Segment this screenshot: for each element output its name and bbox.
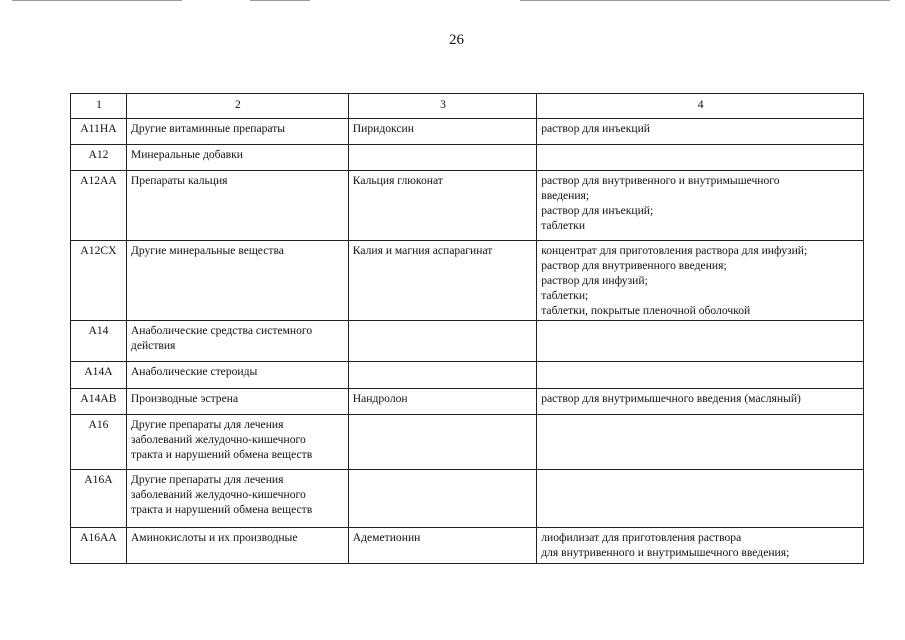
group-name-line: Производные эстрена xyxy=(130,392,239,405)
dosage-forms-cell xyxy=(537,528,864,564)
atc-code-cell: A14A xyxy=(71,362,127,389)
table-row xyxy=(71,470,864,528)
dosage-form-line: таблетки, покрытые пленочной оболочкой xyxy=(541,304,751,317)
table-row xyxy=(71,145,864,171)
atc-code-cell: A16A xyxy=(71,470,127,528)
group-name-line: заболеваний желудочно-кишечного xyxy=(130,488,306,501)
atc-code-cell: A12AA xyxy=(71,171,127,241)
dosage-form-line: раствор для инъекций; xyxy=(541,204,654,217)
drug-name-cell xyxy=(348,362,536,389)
dosage-forms-cell xyxy=(537,241,864,321)
dosage-forms-cell xyxy=(537,321,864,362)
table-row xyxy=(71,528,864,564)
group-name-line: Аминокислоты и их производные xyxy=(130,531,298,544)
dosage-form-line: таблетки xyxy=(541,219,586,232)
atc-code-cell: A11HA xyxy=(71,119,127,145)
group-name-line: Другие препараты для лечения xyxy=(130,473,284,486)
group-name-line: Другие витаминные препараты xyxy=(130,122,286,135)
scan-edge-line-mid xyxy=(250,0,310,1)
dosage-form-line: таблетки; xyxy=(541,289,589,302)
table-row xyxy=(71,389,864,415)
drug-name-cell xyxy=(348,145,536,171)
group-name-line: тракта и нарушений обмена веществ xyxy=(130,503,313,516)
page-number: 26 xyxy=(449,32,464,48)
dosage-form-line: лиофилизат для приготовления раствора xyxy=(541,531,742,544)
column-header-2: 2 xyxy=(126,94,348,119)
table-header-row xyxy=(71,94,864,119)
atc-code-cell: A12CX xyxy=(71,241,127,321)
dosage-form-line: раствор для инфузий; xyxy=(541,274,648,287)
scan-edge-line-left xyxy=(12,0,182,1)
group-name-cell xyxy=(126,321,348,362)
column-header-3: 3 xyxy=(348,94,536,119)
group-name-line: Другие минеральные вещества xyxy=(130,244,284,257)
atc-code-cell: A16AA xyxy=(71,528,127,564)
group-name-cell xyxy=(126,145,348,171)
dosage-form-line: раствор для внутривенного введения; xyxy=(541,259,727,272)
dosage-forms-cell xyxy=(537,145,864,171)
scan-edge-line-right xyxy=(520,0,890,1)
group-name-line: Анаболические стероиды xyxy=(130,365,258,378)
drug-name-cell: Кальция глюконат xyxy=(348,171,536,241)
table-row xyxy=(71,415,864,470)
dosage-form-line: введения; xyxy=(541,189,590,202)
atc-code-cell: A14 xyxy=(71,321,127,362)
dosage-forms-cell xyxy=(537,171,864,241)
dosage-forms-cell xyxy=(537,119,864,145)
atc-code-cell: A16 xyxy=(71,415,127,470)
drug-name-cell xyxy=(348,321,536,362)
table-row xyxy=(71,362,864,389)
drug-name-cell: Пиридоксин xyxy=(348,119,536,145)
dosage-form-line: раствор для внутримышечного введения (масляный) xyxy=(541,392,801,405)
group-name-line: Препараты кальция xyxy=(130,174,228,187)
group-name-line: заболеваний желудочно-кишечного xyxy=(130,433,306,446)
table-row xyxy=(71,321,864,362)
drug-name-cell: Адеметионин xyxy=(348,528,536,564)
dosage-forms-cell xyxy=(537,470,864,528)
group-name-cell xyxy=(126,171,348,241)
dosage-forms-cell xyxy=(537,389,864,415)
column-header-4: 4 xyxy=(537,94,864,119)
group-name-line: Другие препараты для лечения xyxy=(130,418,284,431)
group-name-cell xyxy=(126,119,348,145)
column-header-1: 1 xyxy=(71,94,127,119)
table-row xyxy=(71,171,864,241)
atc-code-cell: A12 xyxy=(71,145,127,171)
group-name-line: действия xyxy=(130,339,176,352)
group-name-line: Минеральные добавки xyxy=(130,148,243,161)
drug-name-cell: Нандролон xyxy=(348,389,536,415)
table-row xyxy=(71,119,864,145)
atc-code-cell: A14AB xyxy=(71,389,127,415)
dosage-forms-cell xyxy=(537,415,864,470)
group-name-line: Анаболические средства системного xyxy=(130,324,313,337)
dosage-form-line: раствор для внутривенного и внутримышечного xyxy=(541,174,780,187)
group-name-cell xyxy=(126,241,348,321)
dosage-form-line: для внутривенного и внутримышечного введения; xyxy=(541,546,790,559)
drug-name-cell: Калия и магния аспарагинат xyxy=(348,241,536,321)
group-name-cell xyxy=(126,528,348,564)
group-name-cell xyxy=(126,389,348,415)
dosage-forms-cell xyxy=(537,362,864,389)
group-name-line: тракта и нарушений обмена веществ xyxy=(130,448,313,461)
dosage-form-line: раствор для инъекций xyxy=(541,122,650,135)
group-name-cell xyxy=(126,362,348,389)
group-name-cell xyxy=(126,415,348,470)
table-row xyxy=(71,241,864,321)
drug-name-cell xyxy=(348,415,536,470)
drug-table xyxy=(70,93,864,564)
group-name-cell xyxy=(126,470,348,528)
dosage-form-line: концентрат для приготовления раствора для инфузий; xyxy=(541,244,808,257)
drug-name-cell xyxy=(348,470,536,528)
